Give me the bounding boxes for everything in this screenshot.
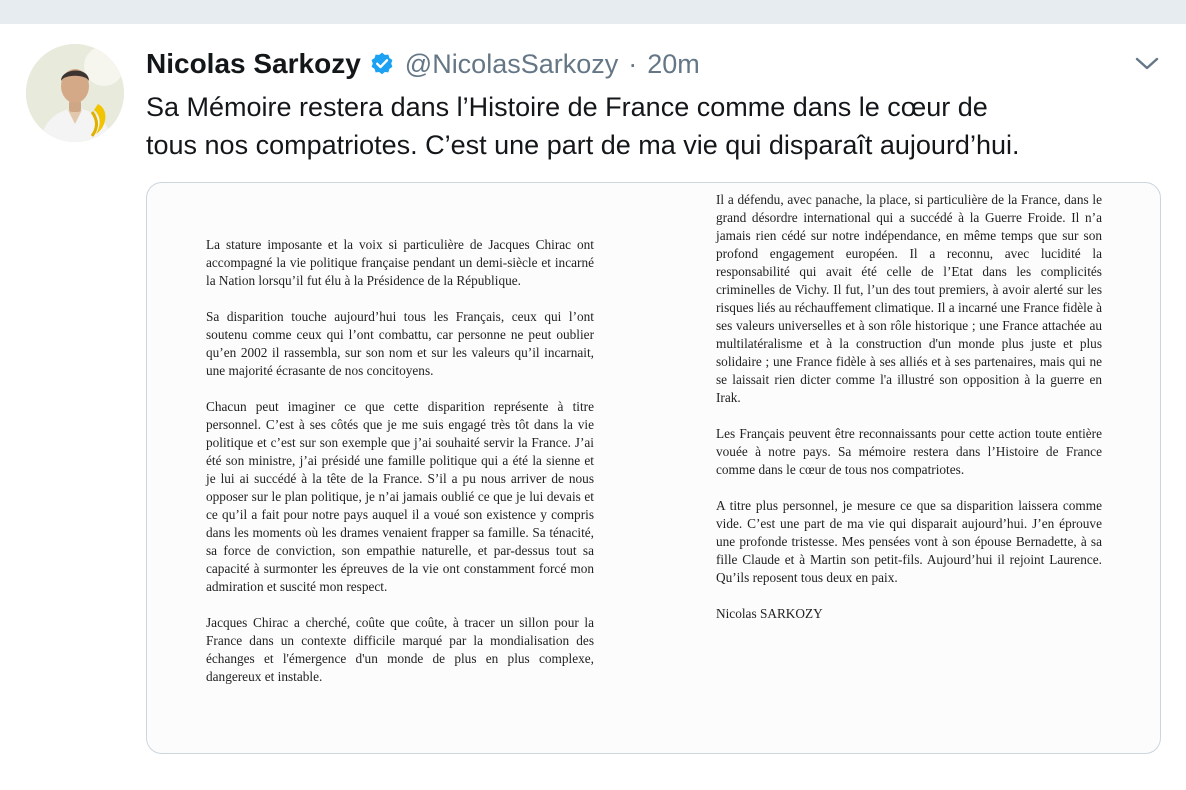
user-handle[interactable]: @NicolasSarkozy (404, 48, 619, 79)
letter-signature: Nicolas SARKOZY (716, 606, 823, 621)
tweet[interactable] (0, 24, 1186, 790)
letter-paragraph: Sa disparition touche aujourd’hui tous les Français, ceux qui l’ont soutenu comme ceux qui l’ont combattu, car personne ne peut oublier qu’en 2002 il rassembla, sur son nom et sur les valeurs qu’il incarnait, une majorité écrasante de nos concitoyens. (206, 309, 594, 378)
letter-paragraph: La stature imposante et la voix si particulière de Jacques Chirac ont accompagné la vie politique française pendant un demi-siècle et incarné la Nation lorsqu’il fut élu à la Présidence de la République. (206, 237, 594, 288)
avatar-image (26, 44, 124, 142)
letter-paragraph: Chacun peut imaginer ce que cette disparition représente à titre personnel. C’est à ses côtés que je me suis engagé très tôt dans la vie politique et c’est sur son exemple que j’ai souhaité servir la France. J’ai été son ministre, j’ai présidé une famille politique qui a été la sienne et je lui ai succédé à la tête de la France. S’il a pu nous arriver de nous opposer sur le plan politique, je n’ai jamais oublié ce que je lui devais et ce qu’il a fait pour notre pays auquel il a voué son existence y compris dans les moments où les drames venaient frapper sa famille. Sa ténacité, sa force de conviction, son empathie naturelle, et par-dessus tout sa capacité à surmonter les épreuves de la vie ont constamment forcé mon admiration et suscité mon respect. (206, 399, 594, 594)
display-name[interactable]: Nicolas Sarkozy (146, 48, 361, 79)
tweet-media-image[interactable] (146, 182, 1161, 754)
tweet-text (146, 88, 1166, 164)
letter-right-column (716, 191, 1102, 641)
letter-paragraph: Les Français peuvent être reconnaissants pour cette action toute entière vouée à notre pays. Sa mémoire restera dans l’Histoire de France comme dans le cœur de tous nos compatriotes. (716, 426, 1102, 477)
tweet-timestamp[interactable]: 20m (647, 48, 700, 79)
tweet-text-line: Sa Mémoire restera dans l’Histoire de France comme dans le cœur de (146, 92, 988, 122)
letter-left-column (206, 236, 594, 704)
letter-paragraph: Il a défendu, avec panache, la place, si particulière de la France, dans le grand désordre international qui a succédé à la Guerre Froide. Il n’a jamais rien cédé sur notre indépendance, en même temps que sur son profond engagement européen. Il a reconnu, avec lucidité la responsabilité qui avait été celle de l’Etat dans les complicités criminelles de Vichy. Il fut, l’un des tout premiers, à avoir alerté sur les risques liés au réchauffement climatique. Il a incarné une France fidèle à ses valeurs universelles et à son rôle historique ; une France attachée au multilatéralisme et à la construction d'un monde plus juste et plus solidaire ; une France fidèle à ses alliés et à ses partenaires, mais qui ne se laissait rien dicter comme l'a illustré son opposition à la guerre en Irak. (716, 192, 1102, 405)
tweet-header (146, 44, 700, 84)
tweet-text-line: tous nos compatriotes. C’est une part de ma vie qui disparaît aujourd’hui. (146, 130, 1020, 160)
letter-paragraph: Jacques Chirac a cherché, coûte que coûte, à tracer un sillon pour la France dans un contexte difficile marqué par la mondialisation des échanges et l'émergence d'un monde de plus en plus complexe, dangereux et instable. (206, 615, 594, 684)
timeline-top-bar (0, 0, 1186, 24)
separator-dot: · (628, 48, 638, 79)
letter-paragraph: A titre plus personnel, je mesure ce que sa disparition laissera comme vide. C’est une part de ma vie qui disparait aujourd’hui. J’en éprouve une profonde tristesse. Mes pensées vont à son épouse Bernadette, à sa fille Claude et à Martin son petit-fils. Aujourd’hui il rejoint Laurence. Qu’ils reposent tous deux en paix. (716, 498, 1102, 585)
chevron-down-icon[interactable] (1134, 54, 1160, 74)
verified-badge-icon (369, 51, 395, 77)
avatar[interactable] (26, 44, 124, 142)
